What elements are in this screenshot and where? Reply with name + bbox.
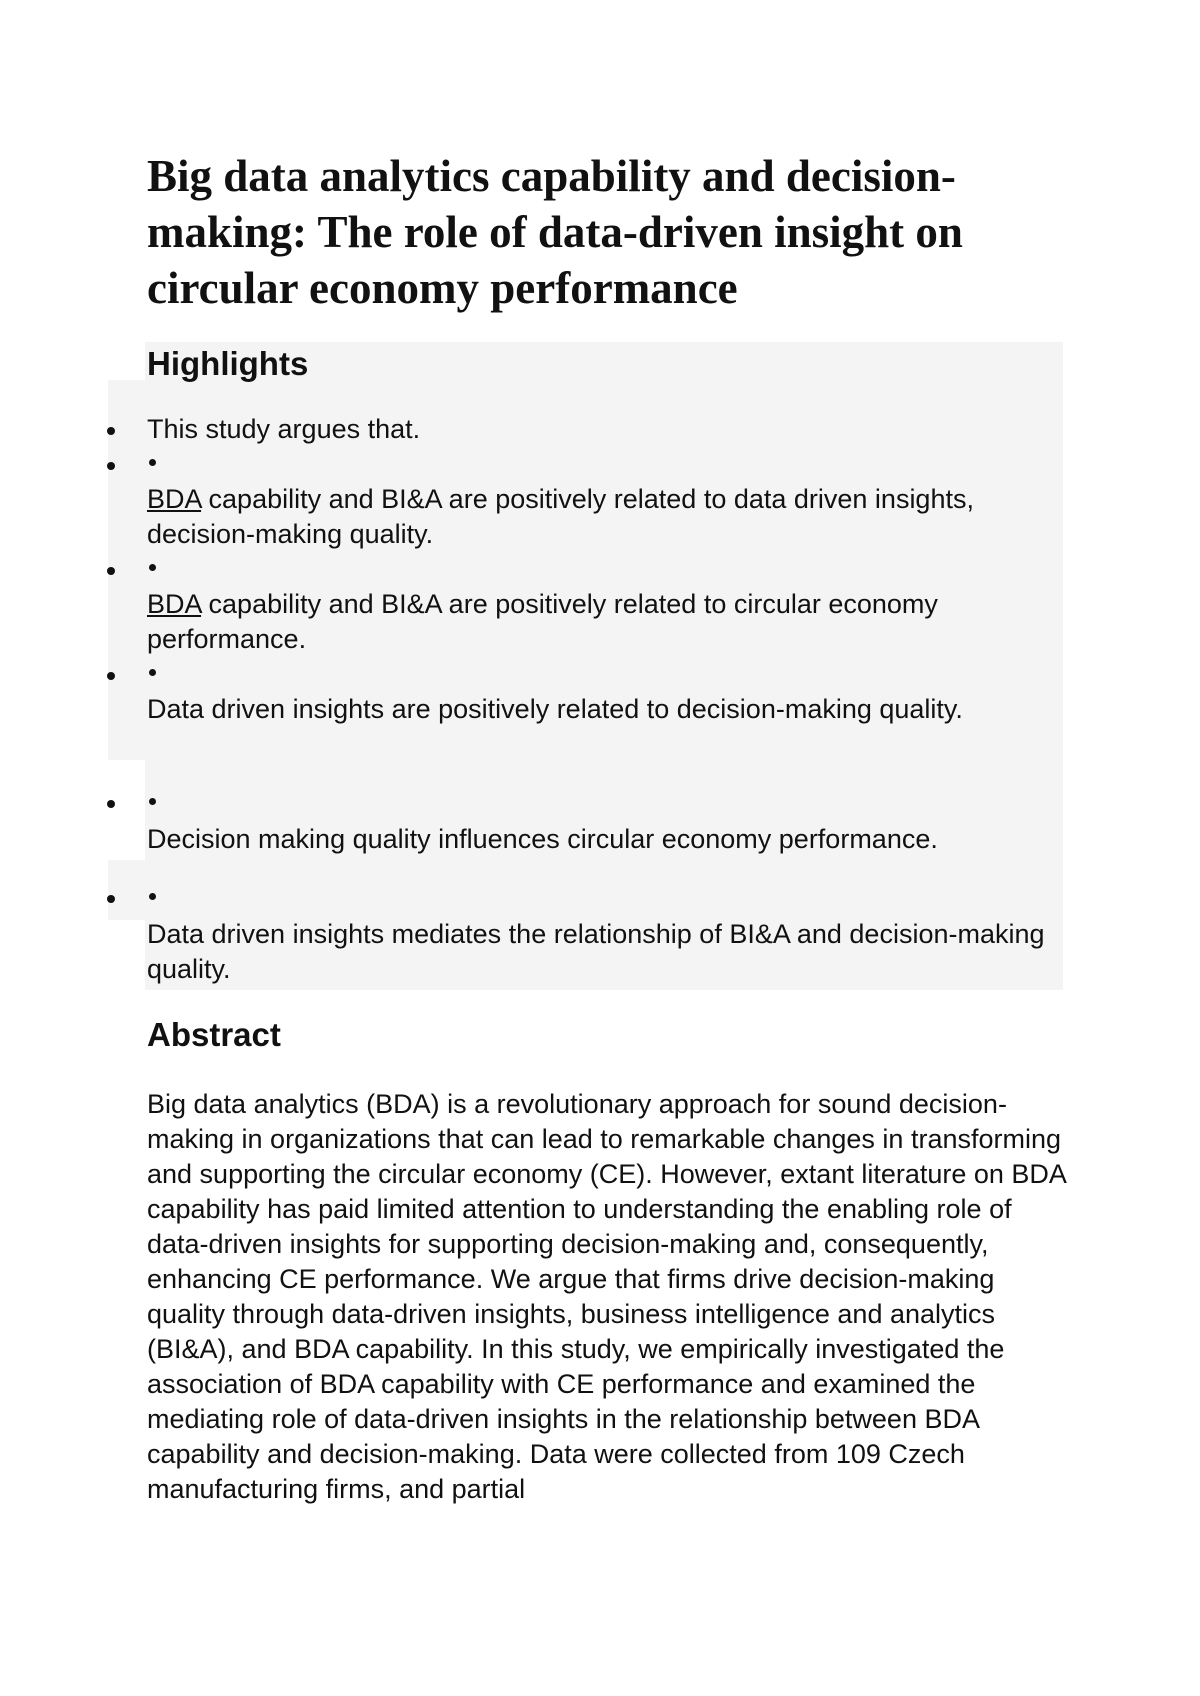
bullet-icon [149, 459, 156, 466]
bullet-icon [149, 893, 156, 900]
bullet-icon [107, 427, 115, 435]
bullet-icon [149, 798, 156, 805]
bda-link[interactable]: BDA [147, 484, 202, 514]
bullet-icon [149, 564, 156, 571]
highlight-text: Data driven insights are positively related to decision-making quality. [147, 694, 963, 724]
paper-title: Big data analytics capability and decision-making: The role of data-driven insight on circular economy performance [147, 151, 963, 313]
highlight-body: capability and BI&A are positively related to data driven insights, decision-making quality. [147, 484, 974, 549]
bullet-icon [149, 669, 156, 676]
bda-link[interactable]: BDA [147, 589, 202, 619]
bullet-icon [107, 895, 115, 903]
bullet-icon [107, 462, 115, 470]
abstract-text: Big data analytics (BDA) is a revolutionary approach for sound decision-making in organizations that can lead to remarkable changes in transforming and supporting the circular economy (CE). However, extant literature on BDA capability has paid limited attention to understanding the enabling role of data-driven insights for supporting decision-making and, consequently, enhancing CE performance. We argue that firms drive decision-making quality through data-driven insights, business intelligence and analytics (BI&A), and BDA capability. In this study, we empirically investigated the association of BDA capability with CE performance and examined the mediating role of data-driven insights in the relationship between BDA capability and decision-making. Data were collected from 109 Czech manufacturing firms, and partial [147, 1089, 1066, 1504]
bullet-icon [107, 800, 115, 808]
highlight-text: Data driven insights mediates the relationship of BI&A and decision-making quality. [147, 919, 1045, 984]
highlight-intro: This study argues that. [147, 414, 421, 444]
highlights-heading: Highlights [147, 345, 309, 382]
highlight-text [147, 587, 1067, 657]
highlight-body: capability and BI&A are positively related to circular economy performance. [147, 589, 938, 654]
bullet-gutter [108, 860, 146, 920]
bullet-icon [107, 567, 115, 575]
bullet-icon [107, 672, 115, 680]
highlight-text: Decision making quality influences circular economy performance. [147, 824, 938, 854]
highlight-text [147, 482, 1067, 552]
abstract-heading: Abstract [147, 1016, 281, 1053]
